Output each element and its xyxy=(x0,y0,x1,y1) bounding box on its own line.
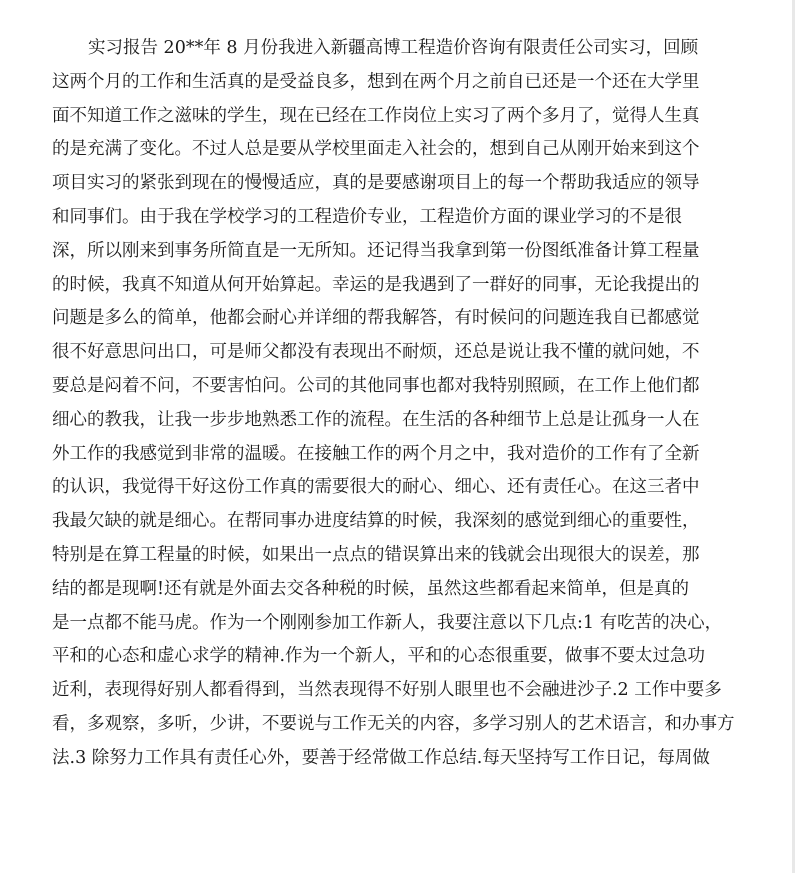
text-line: 的认识，我觉得干好这份工作真的需要很大的耐心、细心、还有责任心。在这三者中 xyxy=(52,477,700,498)
text-line: 近利，表现得好别人都看得到，当然表现得不好别人眼里也不会融进沙子.2 工作中要多 xyxy=(52,680,722,701)
text-line: 法.3 除努力工作具有责任心外，要善于经常做工作总结.每天坚持写工作日记，每周做 xyxy=(52,747,710,768)
text-line: 实习报告 20**年 8 月份我进入新疆高博工程造价咨询有限责任公司实习，回顾 xyxy=(88,38,699,58)
text-line: 问题是多么的简单，他都会耐心并详细的帮我解答，有时候问的问题连我自已都感觉 xyxy=(52,308,700,329)
text-line: 面不知道工作之滋味的学生，现在已经在工作岗位上实习了两个多月了，觉得人生真 xyxy=(52,105,700,126)
text-line: 这两个月的工作和生活真的是受益良多，想到在两个月之前自已还是一个还在大学里 xyxy=(52,71,700,92)
text-line: 特别是在算工程量的时候，如果出一点点的错误算出来的钱就会出现很大的误差，那 xyxy=(52,544,700,565)
text-line: 看，多观察，多听，少讲，不要说与工作无关的内容，多学习别人的艺术语言，和办事方 xyxy=(52,713,735,734)
text-line: 和同事们。由于我在学校学习的工程造价专业，工程造价方面的课业学习的不是很 xyxy=(52,206,682,227)
text-line: 项目实习的紧张到现在的慢慢适应，真的是要感谢项目上的每一个帮助我适应的领导 xyxy=(52,173,700,194)
text-line: 是一点都不能马虎。作为一个刚刚参加工作新人，我要注意以下几点:1 有吃苦的决心， xyxy=(52,612,723,633)
text-line: 深，所以刚来到事务所简直是一无所知。还记得当我拿到第一份图纸准备计算工程量 xyxy=(52,240,700,261)
text-line: 平和的心态和虚心求学的精神.作为一个新人，平和的心态很重要，做事不要太过急功 xyxy=(52,646,706,667)
text-line: 很不好意思问出口，可是师父都没有表现出不耐烦，还总是说让我不懂的就问她，不 xyxy=(52,342,700,363)
report-paragraph xyxy=(52,32,752,776)
text-line: 的时候，我真不知道从何开始算起。幸运的是我遇到了一群好的同事，无论我提出的 xyxy=(52,274,700,295)
text-line: 的是充满了变化。不过人总是要从学校里面走入社会的，想到自己从刚开始来到这个 xyxy=(52,139,700,160)
text-line: 细心的教我，让我一步步地熟悉工作的流程。在生活的各种细节上总是让孤身一人在 xyxy=(52,409,700,430)
text-line: 我最欠缺的就是细心。在帮同事办进度结算的时候，我深刻的感觉到细心的重要性， xyxy=(52,511,700,532)
text-line: 外工作的我感觉到非常的温暖。在接触工作的两个月之中，我对造价的工作有了全新 xyxy=(52,443,700,464)
text-line: 结的都是现啊!还有就是外面去交各种税的时候，虽然这些都看起来简单，但是真的 xyxy=(52,578,690,599)
text-line: 要总是闷着不问，不要害怕问。公司的其他同事也都对我特别照顾，在工作上他们都 xyxy=(52,375,700,396)
